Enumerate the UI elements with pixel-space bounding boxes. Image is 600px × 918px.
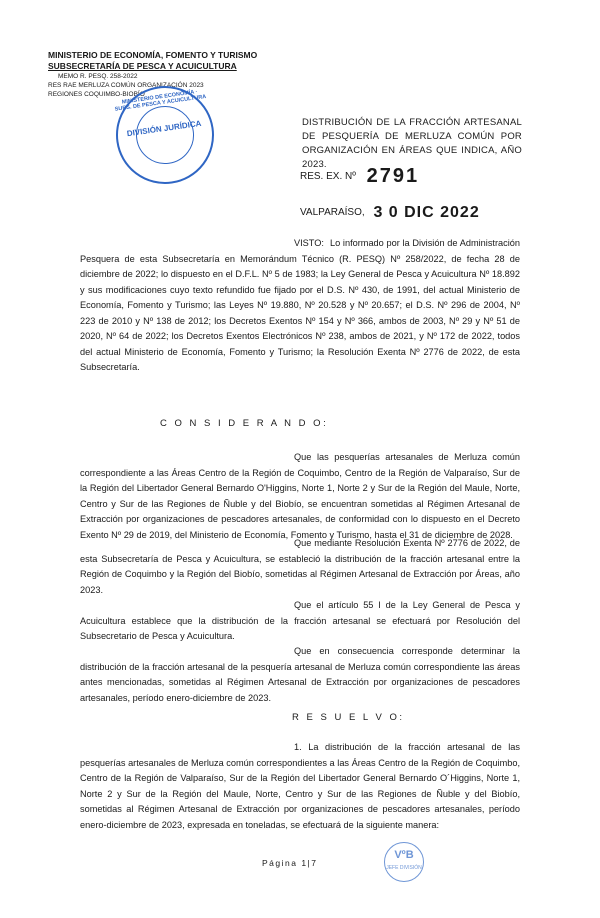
resolution-number: 2791 [366, 165, 420, 187]
resuelvo-p1 [80, 740, 520, 833]
regions-reference: REGIONES COQUIMBO-BIOBÍO [48, 91, 145, 98]
vb-stamp-sub: JEFE DIVISIÓN [386, 865, 422, 871]
visto-label: VISTO: [294, 238, 324, 248]
resuelvo-paragraph-1: 1. La distribución de la fracción artesanal de las pesquerías artesanales de Merluza común correspondientes a las Áreas Centro de la Región de Coquimbo, Centro de la Región de Valparaíso, Sur de la Región del Libertador General Bernardo O´Higgins, Norte 1, Norte 2 y Sur de la Región del Maule, Norte, Centro y Sur de las Regiones de Ñuble y del Biobío, sometidas al Régimen Artesanal de Extracción por organizaciones de pescadores artesanales, período enero-diciembre de 2023, expresada en toneladas, se efectuará de la siguiente manera: [80, 742, 520, 830]
date-stamp: 3 0 DIC 2022 [373, 204, 480, 221]
resolution-label: RES. EX. Nº [300, 171, 356, 182]
stamp-center-text: DIVISIÓN JURÍDICA [126, 118, 202, 139]
vb-stamp-main: VºB [394, 849, 414, 861]
considerando-paragraph-4: Que en consecuencia corresponde determinar la distribución de la fracción artesanal de la pesquería artesanal de Merluza común correspondiente las áreas antes mencionadas, sometidas al Régimen Artesanal de Extracción por organizaciones de pescadores artesanales, período enero-diciembre de 2023. [80, 646, 520, 703]
subsecretaria-name: SUBSECRETARÍA DE PESCA Y ACUICULTURA [48, 61, 237, 71]
memo-reference: MEMO R. PESQ. 258-2022 [58, 73, 138, 80]
document-title: DISTRIBUCIÓN DE LA FRACCIÓN ARTESANAL DE PESQUERÍA DE MERLUZA COMÚN POR ORGANIZACIÓN EN ÁREAS QUE INDICA, AÑO 2023. [302, 117, 522, 170]
considerando-paragraph-1: Que las pesquerías artesanales de Merluza común correspondiente a las Áreas Centro de la Región de Coquimbo, Centro de la Región de Valparaíso, Sur de la Región del Libertador General Bernardo O'Higgins, Norte 1, Norte 2 y Sur de la Región del Maule, Norte, Centro y Sur de las Regiones de Ñuble y del Biobío, se encuentran sometidas al Régimen Artesanal de Extracción por organizaciones de pescadores artesanales, de conformidad con lo dispuesto en el Decreto Exento Nº 29 de 2019, del Ministerio de Economía, Fomento y Turismo, hasta el 31 de diciembre de 2028. [80, 452, 520, 540]
considerando-p3 [80, 598, 520, 645]
considerando-heading: C O N S I D E R A N D O: [160, 418, 329, 429]
considerando-paragraph-2: Que mediante Resolución Exenta Nº 2776 de 2022, de esta Subsecretaría de Pesca y Acuicultura, se estableció la distribución de la fracción artesanal entre la Región de Coquimbo y la Región del Biobío, sometidas al Régimen Artesanal de Extracción por Áreas, año 2023. [80, 538, 520, 595]
page-number: Página 1|7 [262, 858, 318, 868]
resolution-number-line [300, 165, 419, 188]
place-label: VALPARAÍSO, [300, 207, 365, 218]
visto-text: Lo informado por la División de Administración Pesquera de esta Subsecretaría en Memorándum Técnico (R. PESQ) Nº 258/2022, de fecha 28 de diciembre de 2022; lo dispuesto en el D.F.L. Nº 5 de 1983; la Ley General de Pesca y Acuicultura Nº 18.892 y sus modificaciones cuyo texto refundido fue fijado por el D.S. Nº 430, de 1991, del actual Ministerio de Economía, Fomento y Turismo; las Leyes Nº 19.880, Nº 20.528 y Nº 20.657; el D.S. Nº 296 de 2004, Nº 223 de 2010 y Nº 138 de 2012; los Decretos Exentos Nº 154 y Nº 366, ambos de 2003, Nº 29 y Nº 51 de 2020, Nº 64 de 2022; los Decretos Exentos Electrónicos Nº 238, ambos de 2021, y Nº 172 de 2022, todos del actual Ministerio de Economía, Fomento y Turismo; la Resolución Exenta Nº 2776 de 2022, de esta Subsecretaría. [80, 238, 520, 372]
vb-stamp [384, 842, 424, 882]
considerando-paragraph-3: Que el artículo 55 I de la Ley General de Pesca y Acuicultura establece que la distribución de la fracción artesanal se efectuará por Resolución del Subsecretario de Pesca y Acuicultura. [80, 600, 520, 641]
resuelvo-heading: R E S U E L V O: [292, 712, 405, 723]
considerando-p1 [80, 450, 520, 543]
ministry-name: MINISTERIO DE ECONOMÍA, FOMENTO Y TURISMO [48, 50, 258, 60]
visto-section [80, 236, 520, 376]
place-date-line [300, 204, 480, 222]
considerando-p4 [80, 644, 520, 706]
stamp-ring-text: MINISTERIO DE ECONOMÍA · SUBS. DE PESCA Y ACUICULTURA [114, 89, 207, 113]
resolution-reference: RES RAE MERLUZA COMÚN ORGANIZACIÓN 2023 [48, 82, 204, 89]
considerando-p2 [80, 536, 520, 598]
